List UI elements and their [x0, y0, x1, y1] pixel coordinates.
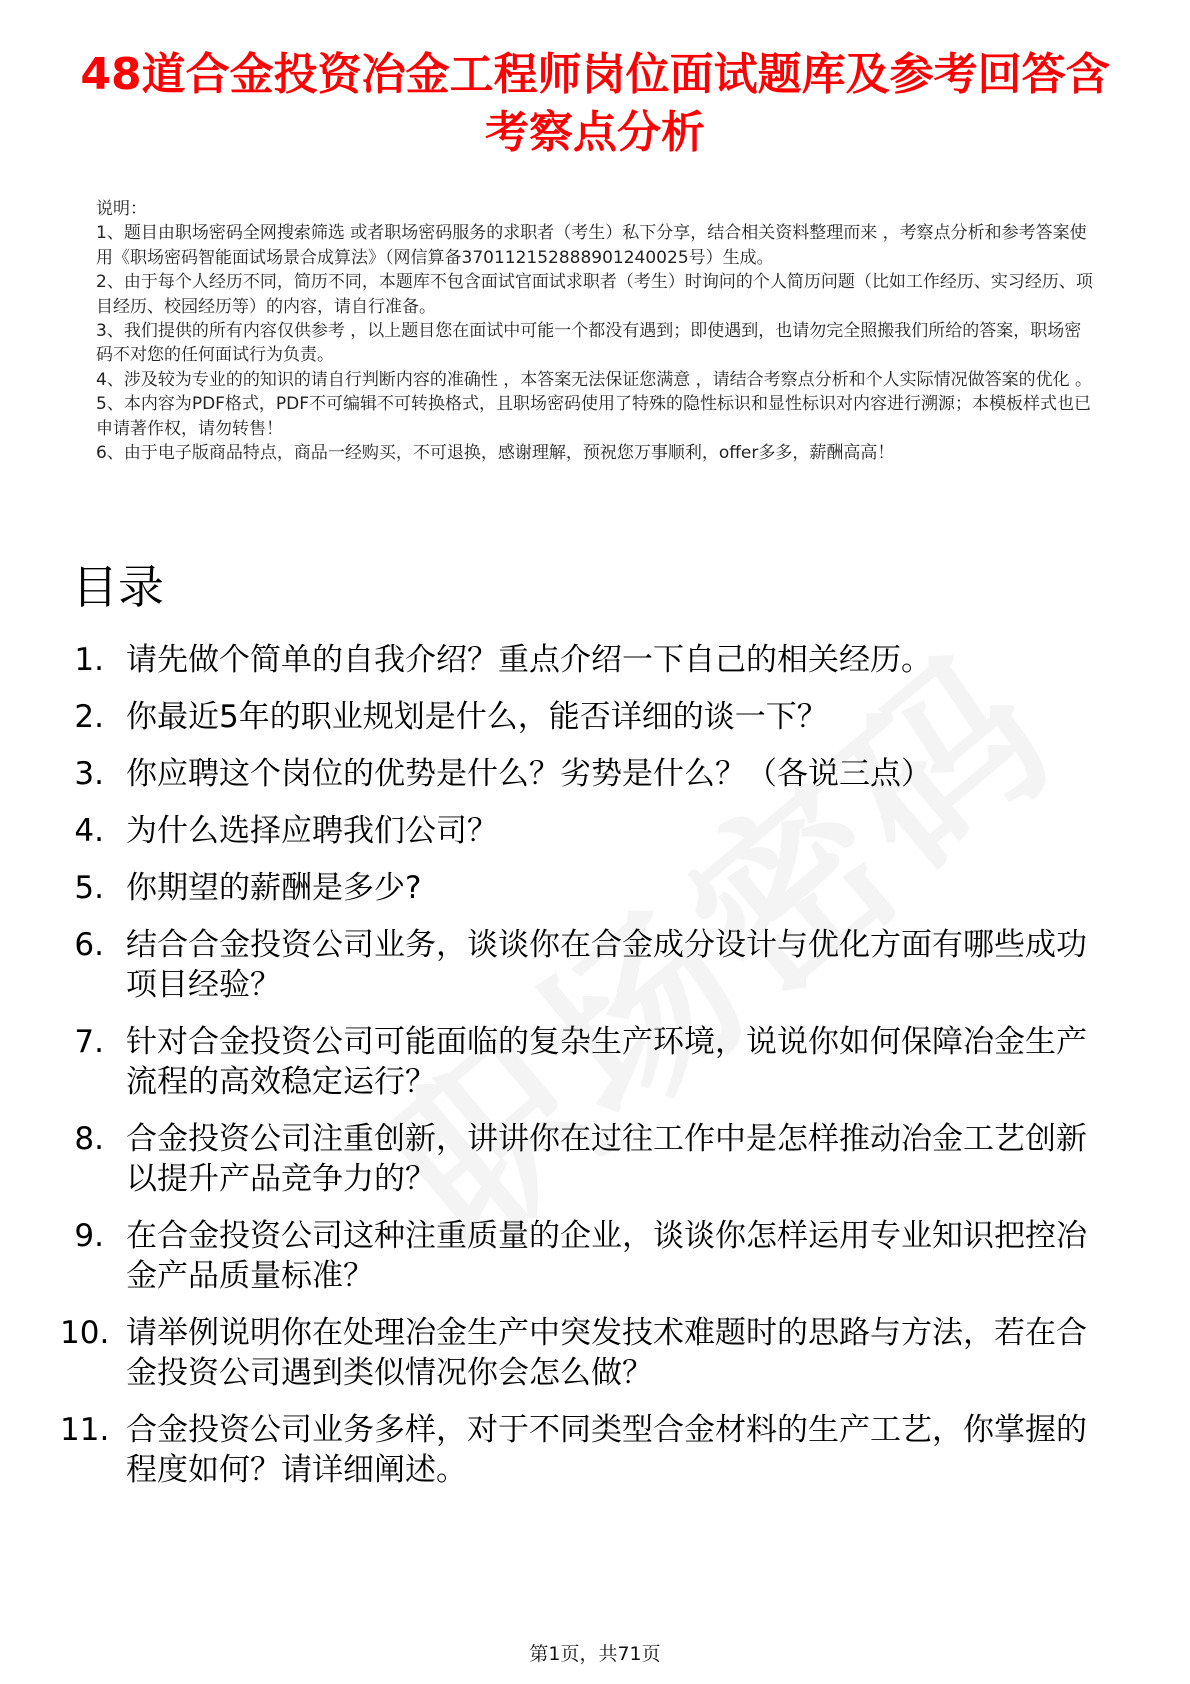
toc-item[interactable] — [60, 811, 1110, 851]
notes-item: 5、本内容为PDF格式，PDF不可编辑不可转换格式，且职场密码使用了特殊的隐性标识和显性标识对内容进行溯源；本模板样式也已申请著作权，请勿转售！ — [96, 394, 1092, 439]
toc-item-text: 请先做个简单的自我介绍？重点介绍一下自己的相关经历。 — [126, 642, 932, 678]
toc-item-text: 为什么选择应聘我们公司？ — [126, 813, 498, 849]
toc-item-text: 合金投资公司注重创新，讲讲你在过往工作中是怎样推动冶金工艺创新以提升产品竞争力的？ — [126, 1121, 1087, 1197]
toc-item-text: 你最近5年的职业规划是什么，能否详细的谈一下？ — [126, 699, 828, 735]
toc-item[interactable] — [60, 1313, 1110, 1393]
notes-item: 1、题目由职场密码全网搜索筛选 或者职场密码服务的求职者（考生）私下分享，结合相关资料整理而来 ，考察点分析和参考答案使用《职场密码智能面试场景合成算法》（网信算备370112152888901240025号）生成。 — [96, 223, 1087, 268]
toc-item-number: 10. — [60, 1315, 110, 1351]
toc-item-text: 针对合金投资公司可能面临的复杂生产环境，说说你如何保障冶金生产流程的高效稳定运行？ — [126, 1024, 1087, 1100]
toc-item-text: 你应聘这个岗位的优势是什么？劣势是什么？（各说三点） — [126, 756, 932, 792]
notes-item: 2、由于每个人经历不同，简历不同，本题库不包含面试官面试求职者（考生）时询问的个人简历问题（比如工作经历、实习经历、项目经历、校园经历等）的内容，请自行准备。 — [96, 272, 1093, 317]
toc-item-text: 你期望的薪酬是多少? — [126, 870, 422, 906]
toc-item[interactable] — [60, 925, 1110, 1005]
notes-item: 6、由于电子版商品特点，商品一经购买，不可退换，感谢理解，预祝您万事顺利，offer多多，薪酬高高！ — [96, 443, 895, 464]
toc-heading: 目录 — [72, 560, 164, 614]
toc-item-number: 2. — [74, 699, 104, 735]
notes-item: 4、涉及较为专业的的知识的请自行判断内容的准确性 ，本答案无法保证您满意 ，请结合考察点分析和个人实际情况做答案的优化 。 — [96, 369, 1093, 390]
notes-section — [96, 197, 1096, 465]
toc-item-number: 5. — [74, 870, 104, 906]
toc-item-text: 在合金投资公司这种注重质量的企业，谈谈你怎样运用专业知识把控冶金产品质量标准？ — [126, 1218, 1087, 1294]
toc-item[interactable] — [60, 1216, 1110, 1296]
toc-item-text: 合金投资公司业务多样，对于不同类型合金材料的生产工艺，你掌握的程度如何？请详细阐述。 — [126, 1412, 1087, 1488]
toc-item[interactable] — [60, 754, 1110, 794]
toc-item[interactable] — [60, 697, 1110, 737]
page-footer: 第1页，共71页 — [529, 1643, 661, 1665]
document-title: 48道合金投资冶金工程师岗位面试题库及参考回答含考察点分析 — [80, 49, 1110, 158]
toc-item-number: 11. — [60, 1412, 110, 1448]
toc-item-number: 4. — [74, 813, 104, 849]
toc-item-number: 6. — [74, 927, 104, 963]
toc-item[interactable] — [60, 868, 1110, 908]
notes-heading: 说明： — [96, 199, 147, 219]
toc-item-number: 9. — [74, 1218, 104, 1254]
toc-item-number: 1. — [74, 642, 104, 678]
toc-item-number: 8. — [74, 1121, 104, 1157]
toc-item[interactable] — [60, 1119, 1110, 1199]
toc-item-number: 7. — [74, 1024, 104, 1060]
toc-list — [60, 640, 1110, 1507]
toc-item[interactable] — [60, 640, 1110, 680]
toc-item[interactable] — [60, 1022, 1110, 1102]
notes-item: 3、我们提供的所有内容仅供参考 ，以上题目您在面试中可能一个都没有遇到；即使遇到，也请勿完全照搬我们所给的答案，职场密码不对您的任何面试行为负责。 — [96, 321, 1082, 366]
toc-item-text: 请举例说明你在处理冶金生产中突发技术难题时的思路与方法，若在合金投资公司遇到类似情况你会怎么做？ — [126, 1315, 1087, 1391]
toc-item-number: 3. — [74, 756, 104, 792]
toc-item-text: 结合合金投资公司业务，谈谈你在合金成分设计与优化方面有哪些成功项目经验？ — [126, 927, 1087, 1003]
toc-item[interactable] — [60, 1410, 1110, 1490]
